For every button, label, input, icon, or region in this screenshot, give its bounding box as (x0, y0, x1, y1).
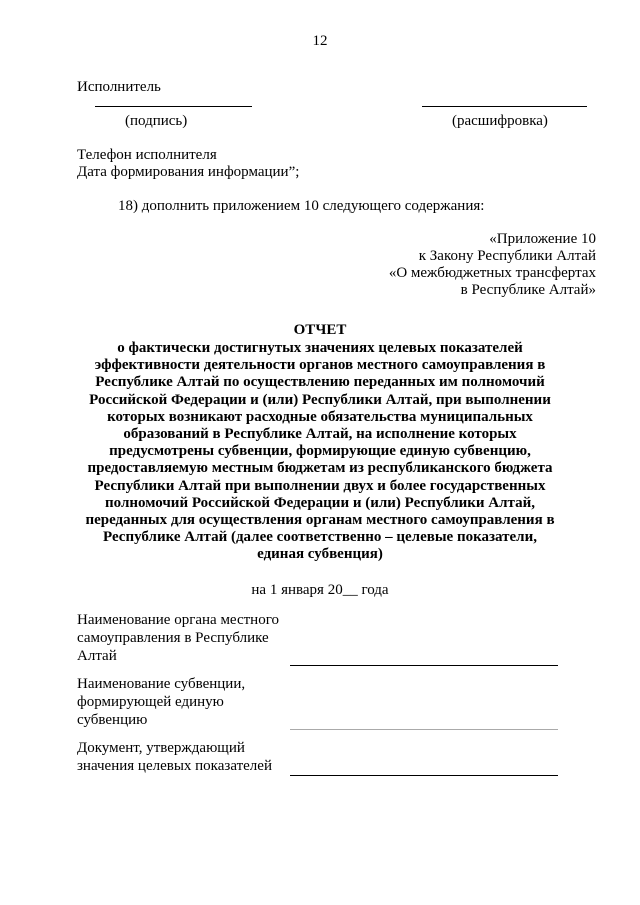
subtitle-line: о фактически достигнутых значениях целевых показателей (117, 340, 523, 356)
field-label-line: самоуправления в Республике (77, 630, 269, 646)
field-input-subvention[interactable] (290, 729, 558, 730)
subtitle-line: которых возникают расходные обязательства муниципальных (107, 408, 533, 425)
subtitle-line: образований в Республике Алтай, на исполнение которых (123, 426, 517, 443)
executor-label: Исполнитель (77, 79, 161, 95)
field-label-line: значения целевых показателей (77, 758, 272, 774)
subtitle-line: полномочий Российской Федерации и (или) Республики Алтай, (105, 494, 535, 511)
decoding-line (422, 106, 587, 107)
subtitle-line: Российской Федерации и (или) Республики Алтай, при выполнении (89, 391, 551, 408)
appendix-line-4: в Республике Алтай» (460, 282, 596, 298)
subtitle-line: эффективности деятельности органов местного самоуправления в (94, 357, 546, 374)
field-label-line: субвенцию (77, 712, 148, 728)
field-input-document[interactable] (290, 775, 558, 776)
subtitle-line: единая субвенция) (257, 546, 383, 563)
signature-line (95, 106, 252, 107)
signature-caption: (подпись) (125, 113, 188, 129)
phone-label: Телефон исполнителя (77, 147, 217, 163)
field-label-line: Наименование субвенции, (77, 676, 246, 692)
subtitle-line: Республике Алтай (далее соответственно – целевые показатели, (103, 529, 537, 546)
date-formation-label: Дата формирования информации”; (77, 164, 300, 180)
appendix-line-2: к Закону Республики Алтай (418, 248, 596, 264)
decoding-caption: (расшифровка) (452, 113, 548, 129)
field-label-line: Наименование органа местного (77, 612, 279, 628)
report-date-line: на 1 января 20__ года (251, 582, 389, 598)
subtitle-line: переданных для осуществления органам местного самоуправления в (85, 512, 555, 529)
field-input-organ[interactable] (290, 665, 558, 666)
report-heading: ОТЧЕТ (293, 322, 347, 338)
report-subtitle (60, 340, 580, 564)
subtitle-line: предоставляемую местным бюджетам из республиканского бюджета (87, 460, 553, 477)
field-label-subvention (77, 675, 292, 729)
subtitle-line: Республике Алтай по осуществлению переданных им полномочий (95, 374, 545, 391)
field-label-line: Документ, утверждающий (77, 740, 245, 756)
appendix-line-1: «Приложение 10 (489, 231, 596, 247)
field-label-line: Алтай (77, 648, 117, 664)
field-label-organ (77, 611, 292, 665)
amendment-text: 18) дополнить приложением 10 следующего содержания: (118, 198, 485, 214)
field-label-line: формирующей единую (77, 694, 224, 710)
subtitle-line: предусмотрены субвенции, формирующие единую субвенцию, (109, 443, 531, 460)
appendix-line-3: «О межбюджетных трансфертах (388, 265, 596, 281)
subtitle-line: Республики Алтай при выполнении двух и более государственных (94, 477, 546, 494)
page-number: 12 (312, 33, 328, 49)
field-label-document (77, 739, 292, 775)
